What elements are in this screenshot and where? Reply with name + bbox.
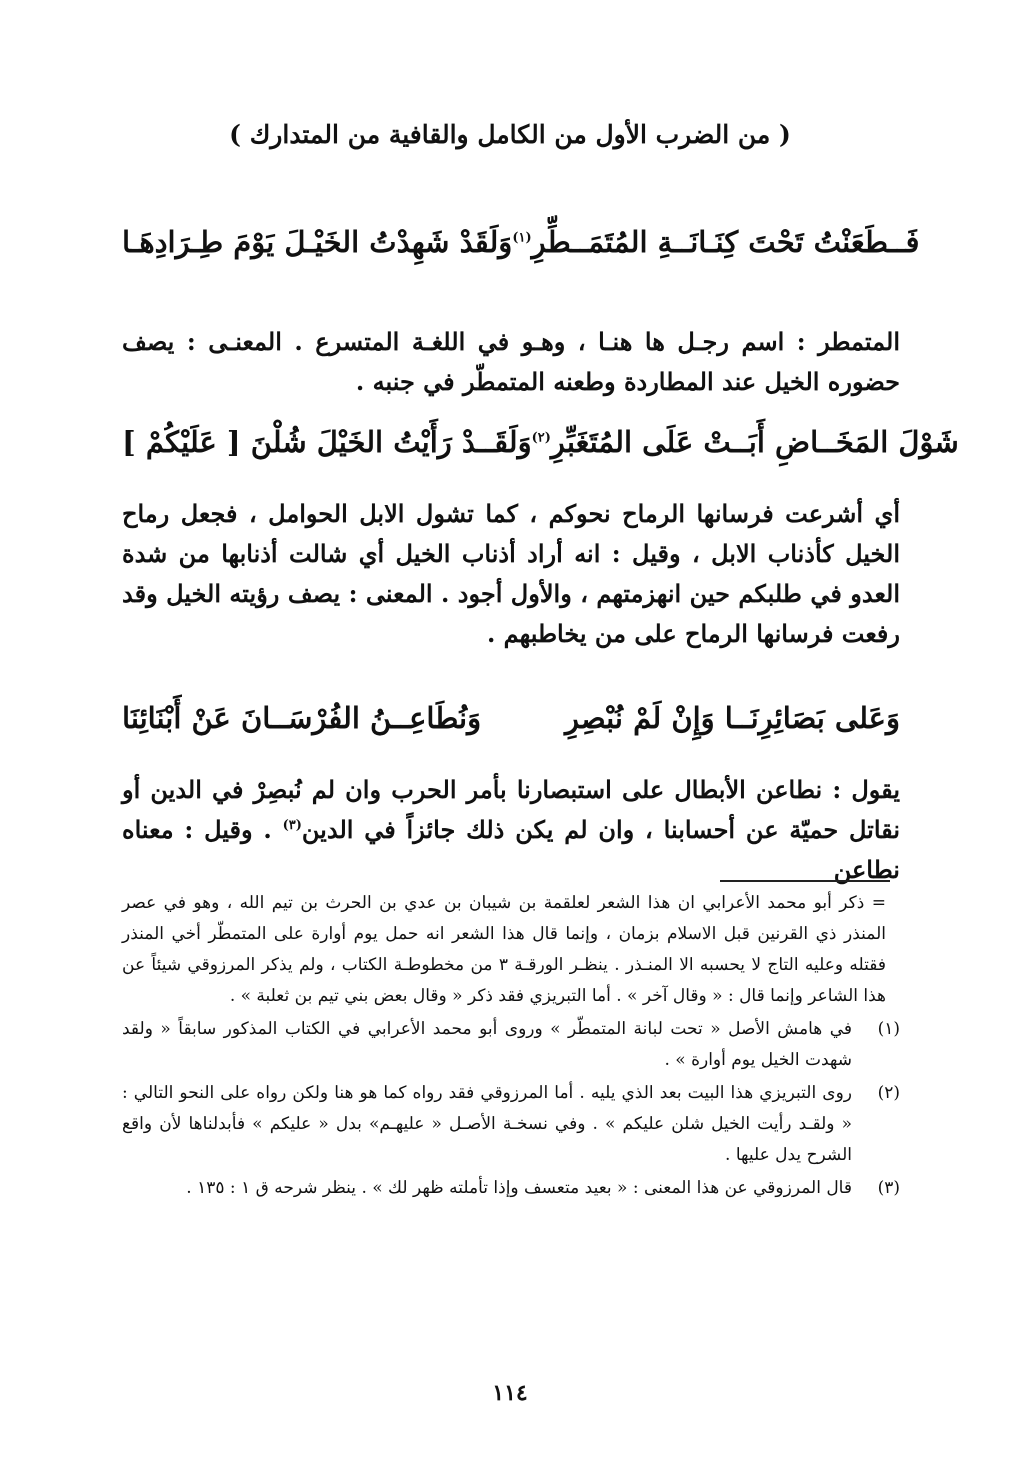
footnote-1-text: في هامش الأصل « تحت لبانة المتمطّر » وروى أبو محمد الأعرابي في الكتاب المذكور سابقاً « ولقد شهدت الخيل يوم أوارة » . bbox=[122, 1019, 852, 1070]
verse-3-first-text: وَنُطَاعِــنُ الفُرْسَــانَ عَنْ أَبْنَائِنَا bbox=[122, 701, 482, 735]
footnote-separator bbox=[720, 880, 890, 882]
footnote-2 bbox=[122, 1078, 900, 1171]
verse-2-second-text: شَوْلَ المَخَــاضِ أَبَــتْ عَلَى المُتَغَبِّرِ bbox=[550, 425, 959, 459]
section-heading: ( من الضرب الأول من الكامل والقافية من المتدارك ) bbox=[229, 120, 791, 149]
verse-2 bbox=[122, 422, 959, 462]
commentary-text-3 bbox=[122, 770, 900, 890]
page-number: ١١٤ bbox=[492, 1380, 528, 1406]
verse-1-second-hemistich bbox=[512, 222, 919, 262]
footnote-ref-1[interactable]: (١) bbox=[512, 230, 532, 246]
footnote-continuation: = ذكر أبو محمد الأعرابي ان هذا الشعر لعلقمة بن شيبان بن عدي بن الحرث بن تيم الله ، وهو في عصر المنذر ذي القرنين قبل الاسلام بزمان ، وإنما قال هذا الشعر انه حمل يوم أوارة على المتمطّر أخي المنذر فقتله وعليه التاج لا يحسبه الا المنـذر . ينظـر الورقـة ٣ من مخطوطـة الكتاب ، ولم يذكر المرزوقي شيئاً عن هذا الشاعر وإنما قال : « وقال آخر » . أما التبريزي فقد ذكر « وقال بعض بني تيم بن ثعلبة » . bbox=[122, 893, 887, 1006]
footnote-2-number: (٢) bbox=[877, 1083, 900, 1103]
verse-3-first-hemistich bbox=[122, 698, 481, 738]
footnote-ref-3[interactable]: (٣) bbox=[282, 818, 302, 833]
verse-1-first-text: وَلَقَدْ شَهِدْتُ الخَيْـلَ يَوْمَ طِـرَادِهَـا bbox=[122, 225, 513, 259]
footnote-2-text: روى التبريزي هذا البيت بعد الذي يليه . أما المرزوقي فقد رواه كما هو هنا ولكن رواه على النحو التالي : « ولقـد رأيت الخيل شلن عليكم » . وفي نسخـة الأصـل « عليهـم» بدل « عليكم » فأبدلناها لأن واقع الشرح يدل عليها . bbox=[122, 1083, 852, 1165]
commentary-paragraph-1 bbox=[122, 322, 900, 402]
footnote-3-number: (٣) bbox=[877, 1178, 900, 1198]
footnotes bbox=[122, 888, 900, 1206]
verse-2-first-hemistich bbox=[122, 422, 532, 462]
footnote-3 bbox=[122, 1173, 900, 1204]
commentary-text-3-main: يقول : نطاعن الأبطال على استبصارنا بأمر الحرب وان لم نُبصِرْ في الدين أو نقاتل حميّة عن أحسابنا ، وان لم يكن ذلك جائزاً في الدين bbox=[122, 775, 901, 844]
commentary-text-1: المتمطر : اسم رجـل ها هنـا ، وهـو في اللغـة المتسرع . المعنـى : يصف حضوره الخيل عند المطاردة وطعنه المتمطّر في جنبه . bbox=[122, 327, 900, 396]
verse-3 bbox=[122, 698, 900, 738]
footnote-1-number: (١) bbox=[877, 1019, 900, 1039]
verse-1 bbox=[122, 222, 920, 262]
footnote-ref-2[interactable]: (٢) bbox=[531, 430, 551, 446]
verse-2-first-text: وَلَقَــدْ رَأَيْتُ الخَيْلَ شُلْنَ [ عَلَيْكُمْ ] bbox=[122, 425, 532, 459]
verse-3-second-hemistich bbox=[565, 698, 900, 738]
commentary-paragraph-3 bbox=[122, 770, 900, 890]
footnote-3-text: قال المرزوقي عن هذا المعنى : « بعيد متعسف وإذا تأملته ظهر لك » . ينظر شرحه ق ١ : ١٣٥ . bbox=[186, 1178, 852, 1198]
verse-3-second-text: وَعَلى بَصَائِرِنَــا وَإِنْ لَمْ نُبْصِرِ bbox=[565, 701, 900, 735]
footnote-1 bbox=[122, 1014, 900, 1076]
commentary-paragraph-2 bbox=[122, 494, 900, 654]
verse-1-first-hemistich bbox=[122, 222, 512, 262]
commentary-text-3-tail: . وقيل : معناه نطاعن bbox=[122, 815, 900, 884]
verse-2-second-hemistich bbox=[532, 422, 959, 462]
verse-1-second-text: فَــطَعَنْتُ تَحْتَ كِنَـانَــةِ المُتَمَــطِّرِ bbox=[531, 225, 920, 259]
commentary-text-2: أي أشرعت فرسانها الرماح نحوكم ، كما تشول الابل الحوامل ، فجعل رماح الخيل كأذناب الابل ، وقيل : انه أراد أذناب الخيل أي شالت أذنابها من شدة العدو في طلبكم حين انهزمتهم ، والأول أجود . المعنى : يصف رؤيته الخيل وقد رفعت فرسانها الرماح على من يخاطبهم . bbox=[122, 499, 900, 648]
